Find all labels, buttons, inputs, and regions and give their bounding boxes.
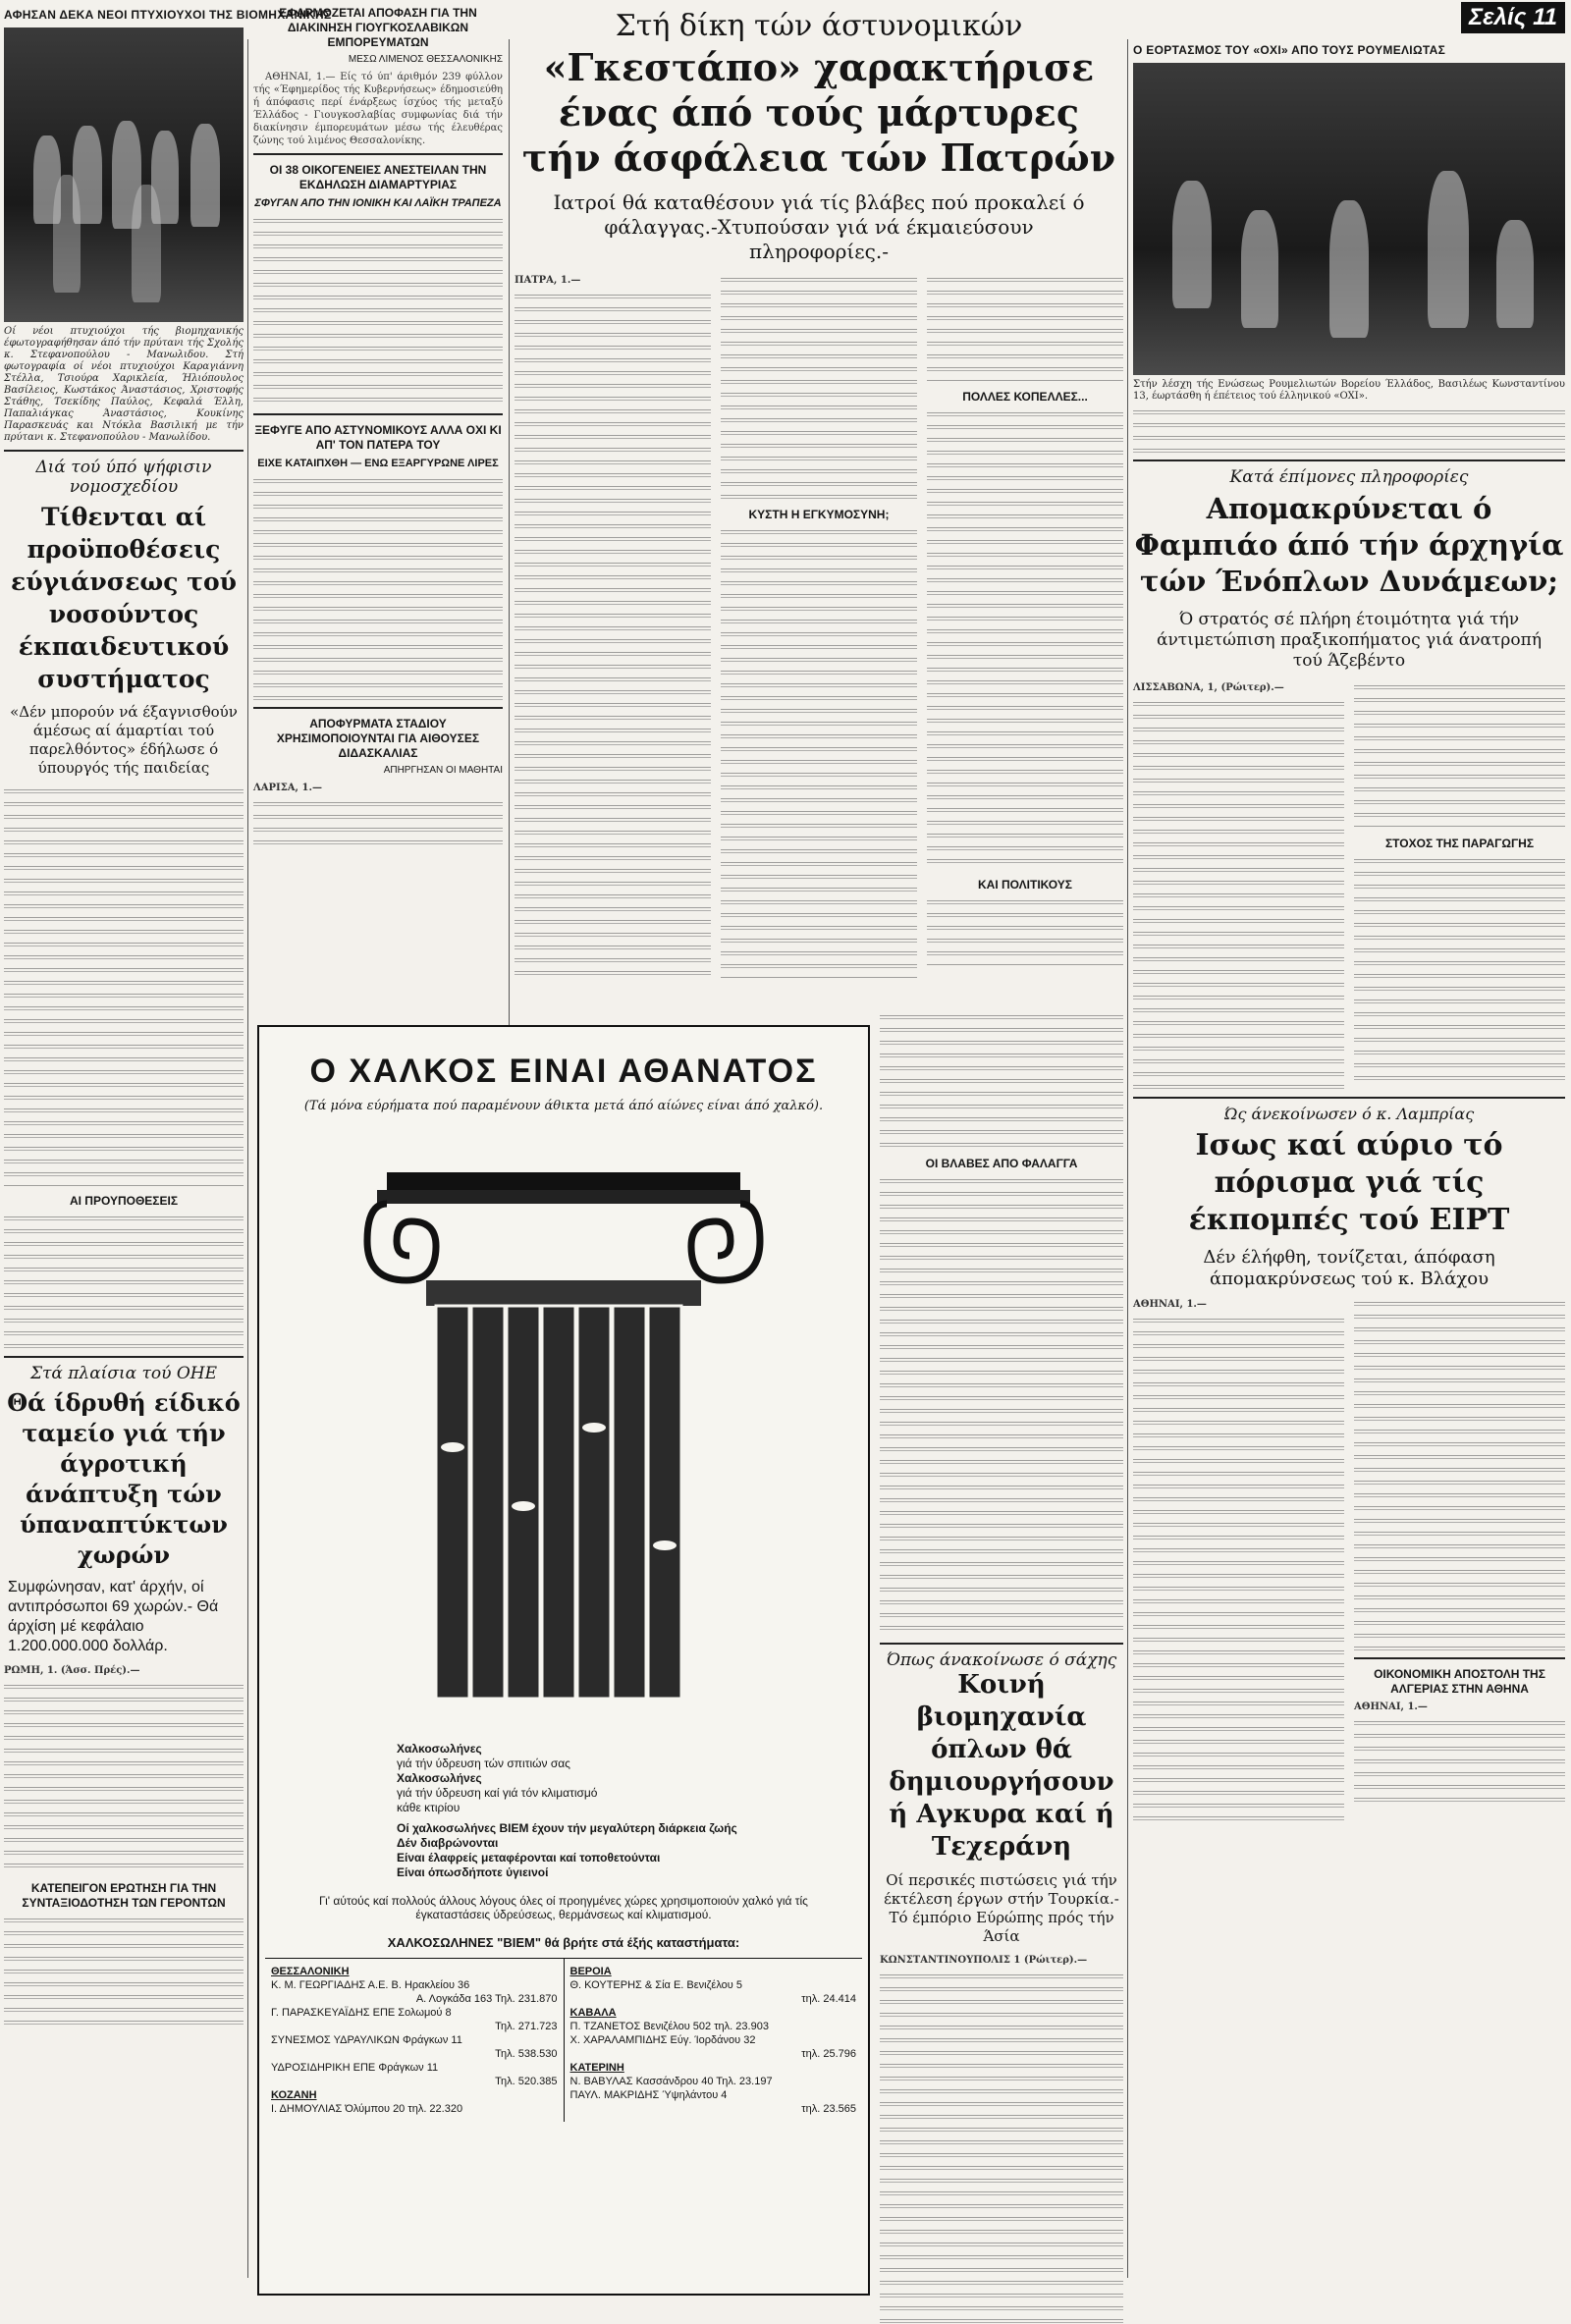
article-body — [4, 1915, 244, 2032]
article-small-headline: ΚΑΤΕΠΕΙΓΟΝ ΕΡΩΤΗΣΗ ΓΙΑ ΤΗΝ ΣΥΝΤΑΞΙΟΔΟΤΗΣΗ ΤΩΝ ΓΕΡΟΝΤΩΝ — [22, 1881, 226, 1910]
kicker: Διά τού ύπό ψήφισιν νομοσχεδίου — [35, 458, 212, 497]
article-body — [253, 215, 503, 407]
dealer-list — [265, 1958, 862, 2122]
article-column — [927, 274, 1123, 981]
ad-line: Είναι όπωσδήποτε ύγιεινοί — [397, 1865, 549, 1879]
article-columns — [515, 274, 1123, 981]
column-fourth-lower — [880, 1011, 1123, 1670]
headline: Τίθενται αί προϋποθέσεις εύγιάνσεως τού νοσούντος έκπαιδευτικού συστήματος — [11, 503, 237, 693]
article-body — [253, 798, 503, 849]
dealer-entry: τηλ. 23.565 — [801, 2103, 856, 2115]
dealer-city: ΒΕΡΟΙΑ — [569, 1966, 612, 1977]
column-rule — [1127, 39, 1128, 2278]
dealer-list-left — [265, 1959, 565, 2122]
graduates-photo — [4, 27, 244, 322]
section-label: ΚΥΣΤΗ Η ΕΓΚΥΜΟΣΥΝΗ; — [748, 508, 890, 521]
headline-line-3: ένας άπό τούς μάρτυρες — [558, 90, 1080, 135]
dealer-entry: Γ. ΠΑΡΑΣΚΕΥΑΪΔΗΣ ΕΠΕ Σολωμού 8 — [271, 2007, 452, 2019]
section-label: ΚΑΙ ΠΟΛΙΤΙΚΟΥΣ — [978, 878, 1072, 892]
dealer-entry: τηλ. 25.796 — [801, 2048, 856, 2060]
dateline: ΛΑΡΙΣΑ, 1.— — [253, 783, 322, 793]
dealer-entry: Τηλ. 520.385 — [495, 2076, 558, 2087]
photo-caption: Στήν λέσχη τής Ενώσεως Ρουμελιωτών Βορείου Έλλάδος, Βασιλέως Κωνσταντίνου 13, έωρτάσθη ή έπέτειος τού έλληνικού «ΟΧΙ». — [1133, 379, 1565, 402]
dealer-entry: Κ. Μ. ΓΕΩΡΓΙΑΔΗΣ Α.Ε. Β. Ηρακλείου 36 — [271, 1979, 470, 1991]
column-center — [515, 0, 1123, 981]
ad-subtitle: (Τά μόνα εύρήματα πού παραμένουν άθικτα μετά άπό αίώνες είναι άπό χαλκό). — [303, 1099, 824, 1113]
ad-closing: Γι' αύτούς καί πολλούς άλλους λόγους όλες οί προηγμένες χώρες χρησιμοποιούν χαλκό γιά τίς έγκαταστάσεις ύδρεύσεως, θερμάνσεως καί κλιματισμού. — [319, 1894, 808, 1921]
subheadline: Δέν έλήφθη, τονίζεται, άπόφαση άπομακρύνσεως τού κ. Βλάχου — [1203, 1247, 1495, 1289]
article-body — [4, 785, 244, 1186]
dealer-entry: ΣΥΝΕΣΜΟΣ ΥΔΡΑΥΛΙΚΩΝ Φράγκων 11 — [271, 2034, 462, 2046]
dealer-entry: Χ. ΧΑΡΑΛΑΜΠΙΔΗΣ Εύγ. Ίορδάνου 32 — [569, 2034, 756, 2046]
article-body — [4, 1681, 244, 1873]
page-number-badge: Σελίς 11 — [1461, 2, 1565, 33]
dateline: ΚΩΝΣΤΑΝΤΙΝΟΥΠΟΛΙΣ 1 (Ρώιτερ).— — [880, 1955, 1088, 1966]
section-label: ΑΙ ΠΡΟΥΠΟΘΕΣΕΙΣ — [69, 1194, 179, 1208]
article-columns — [1133, 681, 1565, 1091]
kicker: Στά πλαίσια τού ΟΗΕ — [29, 1364, 218, 1383]
arms-industry-article — [880, 1669, 1123, 2324]
headline: Απομακρύνεται ό Φαμπιάο άπό τήν άρχηγία τών Ένόπλων Δυνάμεων; — [1134, 492, 1564, 598]
ad-copy-lines — [397, 1742, 829, 1880]
dealer-entry: Α. Λογκάδα 163 Τηλ. 231.870 — [415, 1993, 558, 2005]
dateline: ΡΩΜΗ, 1. (Άσσ. Πρές).— — [4, 1665, 140, 1676]
article-column — [515, 274, 711, 981]
article-body — [4, 1213, 244, 1350]
dealer-entry: ΠΑΥΛ. ΜΑΚΡΙΔΗΣ Ύψηλάντου 4 — [569, 2089, 728, 2101]
dealer-list-right — [565, 1959, 863, 2122]
dateline: ΠΑΤΡΑ, 1.— — [515, 275, 581, 286]
ad-title: Ο ΧΑΛΚΟΣ ΕΙΝΑΙ ΑΘΑΝΑΤΟΣ — [309, 1053, 818, 1090]
ad-line: γιά τήν ύδρευση τών σπιτιών σας — [397, 1757, 570, 1770]
subheadline: «Δέν μπορούν νά έξαγνισθούν άμέσως αί άμαρτίαι τού παρελθόντος» έδήλωσε ό ύπουργός τής παιδείας — [10, 703, 238, 777]
column-second — [253, 0, 503, 849]
column-right — [1133, 0, 1565, 1825]
article-small-headline: ΞΕΦΥΓΕ ΑΠΟ ΑΣΤΥΝΟΜΙΚΟΥΣ ΑΛΛΑ ΟΧΙ ΚΙ ΑΠ' ΤΟΝ ΠΑΤΕΡΑ ΤΟΥ — [254, 423, 502, 452]
headline: Κοινή βιομηχανία όπλων θά δημιουργήσουν ή Αγκυρα καί ή Τεχεράνη — [889, 1670, 1114, 1862]
headline-line-2: «Γκεστάπο» χαρακτήρισε — [543, 45, 1095, 89]
subheadline: Ό στρατός σέ πλήρη έτοιμότητα γιά τήν άντιμετώπιση πραξικοπήματος γιά άνατροπή τού Άζεβέντο — [1156, 610, 1543, 671]
article-column — [721, 274, 917, 981]
dealer-entry: Τηλ. 538.530 — [495, 2048, 558, 2060]
article-columns — [1133, 1298, 1565, 1825]
subheadline: Συμφώνησαν, κατ' άρχήν, οί αντιπρόσωποι 69 χωρών.- Θά άρχίση μέ κεφάλαιο 1.200.000.000 δολλάρ. — [8, 1579, 219, 1654]
kicker: Όπως άνακοίνωσε ό σάχης — [886, 1650, 1117, 1670]
ad-line: κάθε κτιρίου — [397, 1801, 460, 1814]
dealer-entry: ΥΔΡΟΣΙΔΗΡΙΚΗ ΕΠΕ Φράγκων 11 — [271, 2062, 439, 2074]
article-small-headline: ΑΠΟΦΥΡΜΑΤΑ ΣΤΑΔΙΟΥ ΧΡΗΣΙΜΟΠΟΙΟΥΝΤΑΙ ΓΙΑ ΑΙΘΟΥΣΕΣ ΔΙΔΑΣΚΑΛΙΑΣ — [276, 717, 480, 760]
headline-line-1: Στή δίκη τών άστυνομικών — [615, 9, 1023, 43]
dealer-entry: Π. ΤΖΑΝΕΤΟΣ Βενιζέλου 502 τηλ. 23.903 — [569, 2021, 769, 2032]
column-rule — [247, 39, 248, 2278]
photo-strip-title: Ο ΕΟΡΤΑΣΜΟΣ ΤΟΥ «ΟΧΙ» ΑΠΟ ΤΟΥΣ ΡΟΥΜΕΛΙΩΤΑΣ — [1133, 43, 1446, 57]
article-subheadline: ΕΙΧΕ ΚΑΤΑΙΠΧΘΗ — ΕΝΩ ΕΞΑΡΓΥΡΩΝΕ ΛΙΡΕΣ — [257, 458, 499, 469]
dealer-entry: Τηλ. 271.723 — [495, 2021, 558, 2032]
article-lead: ΑΘΗΝΑΙ, 1.— Είς τό ύπ' άριθμόν 239 φύλλον τής «Έφημερίδος τής Κυβερνήσεως» έδημοσιεύθη ή άπόφασις περί ένάρξεως ίσχύος τής μεταξύ Έλλάδος - Γιουγκοσλαβίας συμφωνίας διά τήν διακίνησιν έμπορευμάτων μέσω τής έλευθέρας ζώνης τού λιμένος Θεσσαλονίκης. — [253, 72, 503, 146]
subheadline: Οί περσικές πιστώσεις γιά τήν έκτέλεση έργων στήν Τουρκία.- Τό έμπόριο Εύρώπης πρός τήν Άσία — [884, 1871, 1119, 1945]
dateline: ΛΙΣΣΑΒΩΝΑ, 1, (Ρώιτερ).— — [1133, 682, 1284, 693]
kicker: Κατά έπίμονες πληροφορίες — [1229, 467, 1469, 487]
article-small-headline: ΟΙ 38 ΟΙΚΟΓΕΝΕΙΕΣ ΑΝΕΣΤΕΙΛΑΝ ΤΗΝ ΕΚΔΗΛΩΣΗ ΔΙΑΜΑΡΤΥΡΙΑΣ — [269, 163, 487, 191]
ad-line: Χαλκοσωλήνες — [397, 1742, 482, 1756]
headline-line-4: τήν άσφάλεια τών Πατρών — [521, 135, 1116, 180]
ionic-column-illustration — [348, 1133, 780, 1732]
dealer-entry: τηλ. 24.414 — [801, 1993, 856, 2005]
dealer-entry: Θ. ΚΟΥΤΕΡΗΣ & Σία Ε. Βενιζέλου 5 — [569, 1979, 742, 1991]
dealer-city: ΚΑΒΑΛΑ — [569, 2007, 617, 2019]
dealer-city: ΚΑΤΕΡΙΝΗ — [569, 2062, 624, 2074]
article-small-headline: ΟΙΚΟΝΟΜΙΚΗ ΑΠΟΣΤΟΛΗ ΤΗΣ ΑΛΓΕΡΙΑΣ ΣΤΗΝ ΑΘΗΝΑ — [1374, 1667, 1545, 1696]
byline: ΜΕΣΩ ΛΙΜΕΝΟΣ ΘΕΣΣΑΛΟΝΙΚΗΣ — [348, 54, 503, 65]
subheadline: Ιατροί θά καταθέσουν γιά τίς βλάβες πού προκαλεί ό φάλαγγας.-Χτυπούσαν γιά νά έκμαιεύσουν πληροφορίες.- — [553, 190, 1085, 263]
photo-strip-title: ΑΦΗΣΑΝ ΔΕΚΑ ΝΕΟΙ ΠΤΥΧΙΟΥΧΟΙ ΤΗΣ ΒΙΟΜΗΧΑΝΙΚΗΣ — [4, 8, 332, 22]
ad-line: Οί χαλκοσωλήνες ΒΙΕΜ έχουν τήν μεγαλύτερη διάρκεια ζωής — [397, 1821, 737, 1835]
dealer-city: ΘΕΣΣΑΛΟΝΙΚΗ — [271, 1966, 350, 1977]
dealer-entry: Ν. ΒΑΒΥΛΑΣ Κασσάνδρου 40 Τηλ. 23.197 — [569, 2076, 773, 2087]
dealer-city: ΚΟΖΑΝΗ — [271, 2089, 317, 2101]
ad-line: Χαλκοσωλήνες — [397, 1771, 482, 1785]
article-subheadline: ΣΦΥΓΑΝ ΑΠΟ ΤΗΝ ΙΟΝΙΚΗ ΚΑΙ ΛΑΪΚΗ ΤΡΑΠΕΖΑ — [254, 197, 502, 209]
article-body — [253, 475, 503, 701]
byline: ΑΠΗΡΓΗΣΑΝ ΟΙ ΜΑΘΗΤΑΙ — [383, 765, 503, 776]
section-label: ΠΟΛΛΕΣ ΚΟΠΕΛΛΕΣ... — [962, 390, 1088, 404]
article-small-headline: ΕΦΑΡΜΟΖΕΤΑΙ ΑΠΟΦΑΣΗ ΓΙΑ ΤΗΝ ΔΙΑΚΙΝΗΣΗ ΓΙΟΥΓΚΟΣΛΑΒΙΚΩΝ ΕΜΠΟΡΕΥΜΑΤΩΝ — [279, 6, 477, 49]
headline: Θά ίδρυθή είδικό ταμείο γιά τήν άγροτική άνάπτυξη τών ύπαναπτύκτων χωρών — [7, 1388, 241, 1569]
headline: Ισως καί αύριο τό πόρισμα γιά τίς έκπομπές τού ΕΙΡΤ — [1188, 1128, 1510, 1237]
dateline: ΑΘΗΝΑΙ, 1.— — [1133, 1299, 1207, 1310]
ad-line: Δέν διαβρώνονται — [397, 1836, 499, 1850]
celebration-photo — [1133, 63, 1565, 375]
kicker: Ώς άνεκοίνωσεν ό κ. Λαμπρίας — [1223, 1105, 1475, 1123]
section-label: ΣΤΟΧΟΣ ΤΗΣ ΠΑΡΑΓΩΓΗΣ — [1384, 837, 1535, 850]
dealer-entry: Ι. ΔΗΜΟΥΛΙΑΣ Όλύμπου 20 τηλ. 22.320 — [271, 2103, 463, 2115]
ad-line: Είναι έλαφρείς μεταφέρονται καί τοποθετούνται — [397, 1851, 661, 1865]
photo-caption: Οί νέοι πτυχιούχοι τής βιομηχανικής έφωτογραφήθησαν άπό τήν πρύτανι τής Σχολής κ. Στεφανοπούλου - Μανωλιδου. Στή φωτογραφία οί νέοι πτυχιούχοι Καραγιάννη Στέλλα, Τσιούρα Χαρικλεία, Ήλιόπουλος Βασίλειος, Κωστάκος Άναστάσιος, Χριστοφής Στάθης, Τσεκίδης Παύλος, Κεφαλά Έλλη, Παπαλιάγκας Άναστάσιος, Κουκίνης Παρασκευάς και Ντόκλα Βασιλική με τήν πρύτανι κ. Στεφανοπούλου - Μανωλίδου. — [4, 326, 244, 443]
copper-advertisement — [257, 1025, 870, 2296]
section-label: ΟΙ ΒΛΑΒΕΣ ΑΠΟ ΦΑΛΑΓΓΑ — [925, 1157, 1078, 1170]
ad-line: γιά τήν ύδρευση καί γιά τόν κλιματισμό — [397, 1786, 598, 1800]
dateline: ΑΘΗΝΑΙ, 1.— — [1354, 1702, 1428, 1712]
ad-brand-line: ΧΑΛΚΟΣΩΛΗΝΕΣ "ΒΙΕΜ" θά βρήτε στά έξής καταστήματα: — [387, 1935, 740, 1950]
